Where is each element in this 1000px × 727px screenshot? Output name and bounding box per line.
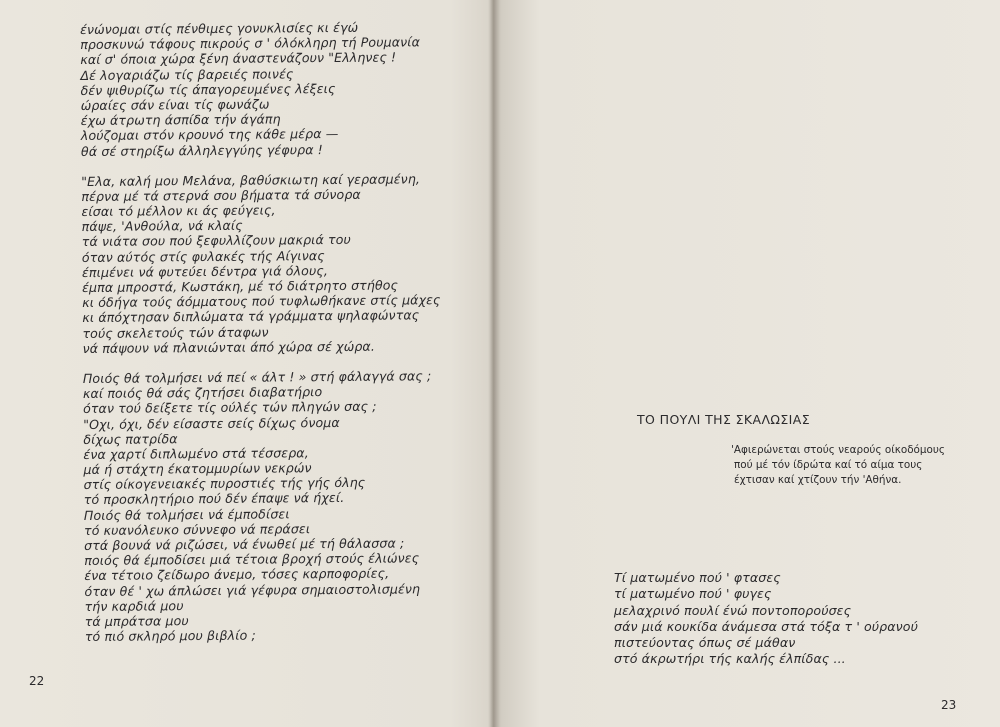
poem-line: στά βουνά νά ριζώσει, νά ένωθεί μέ τή θάλασσα ;	[84, 535, 405, 553]
poem-line: Ποιός θά τολμήσει νά έμποδίσει	[83, 505, 290, 523]
left-page-poem	[80, 19, 443, 644]
poem-line: σάν μιά κουκίδα άνάμεσα στά τόξα τ ' ούρανού	[614, 618, 918, 634]
poem-line: νά πάψουν νά πλανιώνται άπό χώρα σέ χώρα.	[82, 338, 375, 356]
poem-line: στίς οίκογενειακές πυροστιές τής γής όλης	[83, 475, 366, 493]
poem-line: καί σ' όποια χώρα ξένη άναστενάζουν "Ελληνες !	[80, 49, 397, 68]
poem-line: έμπα μπροστά, Κωστάκη, μέ τό διάτρητο στήθος	[82, 277, 399, 295]
dedication-line: 'Αφιερώνεται στούς νεαρούς οίκοδόμους	[731, 444, 945, 456]
poem-line: ένα τέτοιο ζείδωρο άνεμο, τόσες καρποφορίες,	[84, 565, 390, 584]
poem-line: ένα χαρτί διπλωμένο στά τέσσερα,	[83, 445, 309, 462]
page-number-right: 23	[941, 698, 957, 712]
stanza	[80, 19, 439, 158]
poem-line: λούζομαι στόν κρουνό της κάθε μέρα —	[80, 126, 339, 144]
poem-line: όταν θέ ' χω άπλώσει γιά γέφυρα σημαιοστολισμένη	[84, 580, 421, 599]
page-number-left: 22	[29, 674, 45, 688]
poem-line: πιστεύοντας όπως σέ μάθαν	[614, 635, 796, 651]
poem-line: όταν αύτός στίς φυλακές τής Αίγινας	[81, 247, 325, 265]
poem-line: δίχως πατρίδα	[83, 430, 178, 447]
poem-line: τά μπράτσα μου	[84, 613, 189, 629]
poem-line: Δέ λογαριάζω τίς βαρειές ποινές	[80, 65, 294, 83]
poem-line: "Ελα, καλή μου Μελάνα, βαθύσκιωτη καί γερασμένη,	[81, 171, 421, 189]
poem-line: καί ποιός θά σάς ζητήσει διαβατήριο	[82, 384, 323, 402]
poem-dedication	[731, 443, 945, 488]
poem-line: τό πιό σκληρό μου βιβλίο ;	[84, 627, 256, 645]
poem-line: έχω άτρωτη άσπίδα τήν άγάπη	[80, 111, 281, 129]
poem-line: μελαχρινό πουλί ένώ ποντοπορούσες	[614, 602, 852, 618]
poem-line: Τί ματωμένο πού ' φτασες	[614, 570, 781, 585]
poem-line: "Οχι, όχι, δέν είσαστε σείς δίχως όνομα	[83, 414, 340, 432]
poem-line: Ποιός θά τολμήσει νά πεί « άλτ ! » στή φάλαγγά σας ;	[82, 368, 432, 386]
stanza	[83, 368, 443, 644]
dedication-line: έχτισαν καί χτίζουν τήν 'Αθήνα.	[734, 474, 902, 486]
dedication-line: πού μέ τόν ίδρώτα καί τό αίμα τους	[734, 459, 923, 471]
poem-line: θά σέ στηρίξω άλληλεγγύης γέφυρα !	[80, 141, 323, 159]
poem-line: πέρνα μέ τά στερνά σου βήματα τά σύνορα	[81, 186, 361, 204]
poem-line: ώραίες σάν είναι τίς φωνάζω	[80, 96, 270, 113]
poem-line: στό άκρωτήρι τής καλής έλπίδας ...	[614, 651, 846, 667]
poem-line: δέν ψιθυρίζω τίς άπαγορευμένες λέξεις	[80, 80, 336, 98]
poem-line: τό κυανόλευκο σύννεφο νά περάσει	[83, 521, 311, 538]
poem-title: ΤΟ ΠΟΥΛΙ ΤΗΣ ΣΚΑΛΩΣΙΑΣ	[637, 412, 811, 427]
poem-line: τό προσκλητήριο πού δέν έπαψε νά ήχεί.	[83, 490, 345, 508]
poem-line: τήν καρδιά μου	[84, 597, 184, 614]
poem-line: κι όδήγα τούς άόμματους πού τυφλωθήκανε στίς μάχες	[82, 292, 441, 311]
poem-line: όταν τού δείξετε τίς ούλές τών πληγών σας ;	[82, 398, 377, 417]
right-page-poem	[614, 570, 918, 668]
poem-line: είσαι τό μέλλον κι άς φεύγεις,	[81, 202, 276, 220]
poem-line: τούς σκελετούς τών άταφων	[82, 324, 269, 341]
stanza	[81, 171, 441, 356]
poem-line: κι άπόχτησαν διπλώματα τά γράμματα ψηλαφώντας	[82, 307, 420, 326]
poem-line: πάψε, 'Ανθούλα, νά κλαίς	[81, 217, 243, 235]
poem-line: μά ή στάχτη έκατομμυρίων νεκρών	[83, 460, 312, 478]
poem-line: προσκυνώ τάφους πικρούς σ ' όλόκληρη τή Ρουμανία	[80, 34, 421, 53]
poem-line: ένώνομαι στίς πένθιμες γονυκλισίες κι έγώ	[80, 19, 359, 37]
poem-line: τί ματωμένο πού ' φυγες	[614, 586, 772, 602]
poem-line: τά νιάτα σου πού ξεφυλλίζουν μακριά του	[81, 232, 351, 250]
poem-line: ποιός θά έμποδίσει μιά τέτοια βροχή στούς έλιώνες	[84, 550, 420, 569]
poem-line: έπιμένει νά φυτεύει δέντρα γιά όλους,	[81, 262, 328, 280]
